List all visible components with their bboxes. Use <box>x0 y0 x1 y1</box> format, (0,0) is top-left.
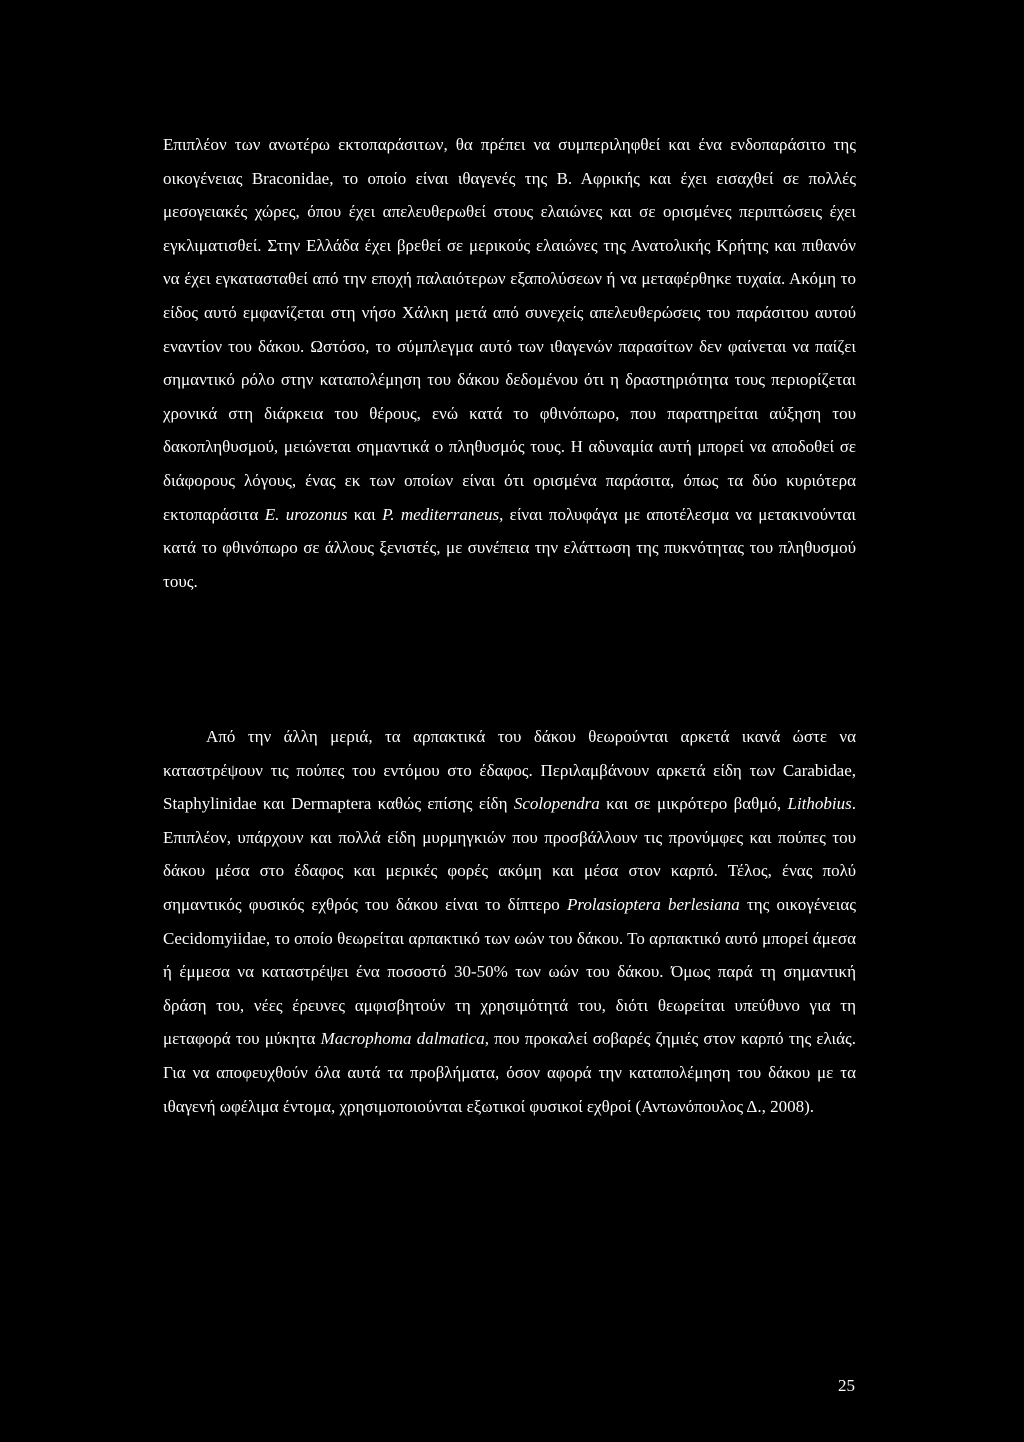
paragraph-predators-text-3: . Επιπλέον, υπάρχουν και πολλά είδη μυρμηγκιών που προσβάλλουν τις προνύμφες και πούπες του δάκου μέσα στο έδαφος και μερικές φορές ακόμη και μέσα στον καρπό. Τέλος, ένας πολύ σημαντικός φυσικός εχθρός του δάκου είναι το δίπτερο <box>163 794 856 914</box>
paragraph-parasites <box>163 128 856 598</box>
species-name: P. mediterraneus <box>382 504 500 524</box>
paragraph-parasites-text-2: και <box>347 504 383 524</box>
paragraph-parasites-text-3: , είναι πολυφάγα με αποτέλεσμα να μετακινούνται κατά το φθινόπωρο σε άλλους ξενιστές, με συνέπεια την ελάττωση της πυκνότητας του πληθυσμού τους. <box>163 504 856 591</box>
paragraph-predators-text-1: Από την άλλη μεριά, τα αρπακτικά του δάκου θεωρούνται αρκετά ικανά ώστε να καταστρέψουν τις πούπες του εντόμου στο έδαφος. Περιλαμβάνουν αρκετά είδη των Carabidae, Staphylinidae και Dermaptera καθώς επίσης είδη <box>163 727 856 814</box>
species-name: Scolopendra <box>513 794 600 814</box>
paragraph-predators-text-5: , που προκαλεί σοβαρές ζημιές στον καρπό της ελιάς. Για να αποφευχθούν όλα αυτά τα προβλήματα, όσον αφορά την καταπολέμηση του δάκου με τα ιθαγενή ωφέλιμα έντομα, χρησιμοποιούνται εξωτικοί φυσικοί εχθροί (Αντωνόπουλος Δ., 2008). <box>163 1029 856 1116</box>
paragraph-parasites-text-1: Επιπλέον των ανωτέρω εκτοπαράσιτων, θα πρέπει να συμπεριληφθεί και ένα ενδοπαράσιτο της οικογένειας Braconidae, το οποίο είναι ιθαγενές της Β. Αφρικής και έχει εισαχθεί σε πολλές μεσογειακές χώρες, όπου έχει απελευθερωθεί στους ελαιώνες και σε ορισμένες περιπτώσεις έχει εγκλιματισθεί. Στην Ελλάδα έχει βρεθεί σε μερικούς ελαιώνες της Ανατολικής Κρήτης και πιθανόν να έχει εγκατασταθεί από την εποχή παλαιότερων εξαπολύσεων ή να μεταφέρθηκε τυχαία. Ακόμη το είδος αυτό εμφανίζεται στη νήσο Χάλκη μετά από συνεχείς απελευθερώσεις του παράσιτου αυτού εναντίον του δάκου. Ωστόσο, το σύμπλεγμα αυτό των ιθαγενών παρασίτων δεν φαίνεται να παίζει σημαντικό ρόλο στην καταπολέμηση του δάκου δεδομένου ότι η δραστηριότητα τους περιορίζεται χρονικά στη διάρκεια του θέρους, ενώ κατά το φθινόπωρο, που παρατηρείται αύξηση του δακοπληθυσμού, μειώνεται σημαντικά ο πληθυσμός τους. Η αδυναμία αυτή μπορεί να αποδοθεί σε διάφορους λόγους, ένας εκ των οποίων είναι ότι ορισμένα παράσιτα, όπως τα δύο κυριότερα εκτοπαράσιτα <box>163 135 856 524</box>
paragraph-predators-text-4: της οικογένειας Cecidomyiidae, το οποίο θεωρείται αρπακτικό των ωών του δάκου. Το αρπακτικό αυτό μπορεί άμεσα ή έμμεσα να καταστρέψει ένα ποσοστό 30-50% των ωών του δάκου. Όμως παρά τη σημαντική δράση του, νέες έρευνες αμφισβητούν τη χρησιμότητά του, διότι θεωρείται υπεύθυνο για τη μεταφορά του μύκητα <box>163 894 856 1049</box>
species-name: Prolasioptera berlesiana <box>566 894 740 914</box>
species-name: Macrophoma dalmatica <box>320 1029 485 1049</box>
species-name: Lithobius <box>787 794 852 814</box>
paragraph-predators-text-2: και σε μικρότερο βαθμό, <box>599 794 788 814</box>
page-number: 25 <box>838 1376 855 1395</box>
paragraph-predators <box>163 720 856 1123</box>
species-name: E. urozonus <box>264 504 348 524</box>
